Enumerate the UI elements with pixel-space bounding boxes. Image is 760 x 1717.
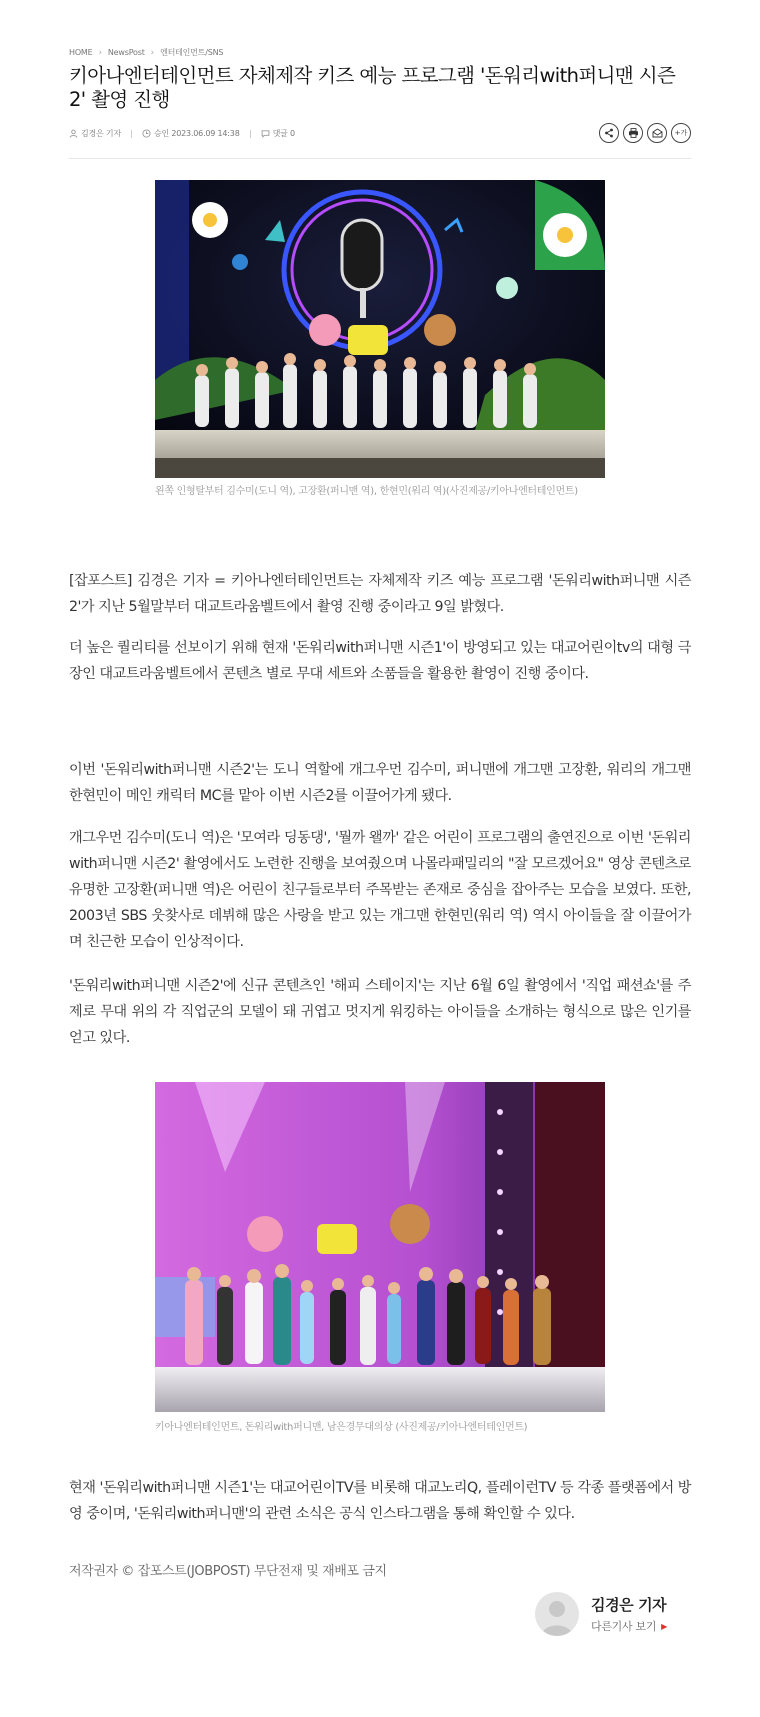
- comment-count[interactable]: 댓글 0: [272, 129, 295, 138]
- user-icon: [69, 129, 78, 138]
- breadcrumb-section[interactable]: NewsPost: [107, 48, 145, 57]
- comments-info: [261, 128, 295, 139]
- meta-divider: [250, 130, 251, 138]
- avatar-placeholder-icon: [535, 1592, 579, 1636]
- author-info: [69, 128, 121, 139]
- share-icon: [604, 128, 614, 138]
- more-articles-label: 다른기사 보기: [591, 1620, 657, 1633]
- article-photo-2: [155, 1082, 605, 1412]
- header-divider: [69, 158, 691, 159]
- chevron-right-icon: ›: [150, 47, 155, 58]
- author-name[interactable]: 김경은 기자: [81, 129, 121, 138]
- reporter-avatar: [535, 1592, 579, 1636]
- share-button[interactable]: [599, 123, 619, 143]
- stage-photo-image: [155, 180, 605, 478]
- breadcrumb-home[interactable]: HOME: [69, 48, 93, 57]
- article-meta: [69, 128, 295, 139]
- copyright-notice: 저작권자 © 잡포스트(JOBPOST) 무단전재 및 재배포 금지: [69, 1564, 387, 1579]
- comment-icon: [261, 129, 270, 138]
- article-title: 키아나엔터테인먼트 자체제작 키즈 예능 프로그램 '돈워리with퍼니맨 시즌2' 촬영 진행: [69, 64, 676, 111]
- arrow-right-icon: ▶: [661, 1621, 668, 1631]
- article-tools: [599, 123, 691, 143]
- font-size-button[interactable]: +가: [671, 123, 691, 143]
- paragraph-3: 이번 '돈워리with퍼니맨 시즌2'는 도니 역할에 개그우먼 김수미, 퍼니맨에 개그맨 고장환, 워리의 개그맨 한현민이 메인 캐릭터 MC를 맡아 이번 시즌2를 이끌어가게 됐다.: [69, 762, 691, 804]
- paragraph-2: 더 높은 퀄리티를 선보이기 위해 현재 '돈워리with퍼니맨 시즌1'이 방영되고 있는 대교어린이tv의 대형 극장인 대교트라움벨트에서 콘텐츠 별로 무대 세트와 소품들을 활용한 촬영이 진행 중이다.: [69, 640, 691, 682]
- approved-info: [142, 128, 240, 139]
- mail-icon: [652, 128, 663, 138]
- email-button[interactable]: [647, 123, 667, 143]
- clock-icon: [142, 129, 151, 138]
- paragraph-5: '돈워리with퍼니맨 시즌2'에 신규 콘텐츠인 '해피 스테이지'는 지난 6월 6일 촬영에서 '직업 패션쇼'를 주제로 무대 위의 각 직업군의 모델이 돼 귀엽고 멋지게 워킹하는 아이들을 소개하는 형식으로 많은 인기를 얻고 있다.: [69, 978, 691, 1046]
- paragraph-1: [잡포스트] 김경은 기자 = 키아나엔터테인먼트는 자체제작 키즈 예능 프로그램 '돈워리with퍼니맨 시즌2'가 지난 5월말부터 대교트라움벨트에서 촬영 진행 중이라고 9일 밝혔다.: [69, 573, 691, 615]
- article-photo-1: [155, 180, 605, 478]
- meta-divider: [131, 130, 132, 138]
- breadcrumb-category[interactable]: 엔터테인먼트/SNS: [160, 48, 224, 57]
- print-button[interactable]: [623, 123, 643, 143]
- approved-date: 승인 2023.06.09 14:38: [153, 129, 240, 138]
- print-icon: [628, 128, 639, 138]
- paragraph-6: 현재 '돈워리with퍼니맨 시즌1'는 대교어린이TV를 비롯해 대교노리Q, 플레이런TV 등 각종 플랫폼에서 방영 중이며, '돈워리with퍼니맨'의 관련 소식은 공식 인스타그램을 통해 확인할 수 있다.: [69, 1480, 691, 1522]
- photo-caption-2: 키아나엔터테인먼트, 돈워리with퍼니맨, 남은경무대의상 (사진제공/키아나엔터테인먼트): [155, 1422, 528, 1433]
- reporter-card: [535, 1592, 695, 1640]
- reporter-name: 김경은 기자: [591, 1596, 667, 1614]
- paragraph-4: 개그우먼 김수미(도니 역)은 '모여라 딩동댕', '뭘까 왤까' 같은 어린이 프로그램의 출연진으로 이번 '돈워리with퍼니맨 시즌2' 촬영에서도 노련한 진행을 보여줬으며 나몰라패밀리의 "잘 모르겠어요" 영상 콘텐츠로 유명한 고장환(퍼니맨 역)은 어린이 친구들로부터 주목받는 존재로 중심을 잡아주는 모습을 보였다. 또한, 2003년 SBS 웃찾사로 데뷔해 많은 사랑을 받고 있는 개그맨 한현민(워리 역) 역시 아이들을 잘 이끌어가며 친근한 모습이 인상적이다.: [69, 830, 691, 950]
- chevron-right-icon: ›: [98, 47, 102, 58]
- more-articles-link[interactable]: [591, 1618, 667, 1634]
- fashion-show-photo-image: [155, 1082, 605, 1412]
- photo-caption-1: 왼쪽 인형탈부터 김수미(도니 역), 고장환(퍼니맨 역), 한현민(워리 역)(사진제공/키아나엔터테인먼트): [155, 486, 578, 497]
- breadcrumb: [69, 47, 223, 58]
